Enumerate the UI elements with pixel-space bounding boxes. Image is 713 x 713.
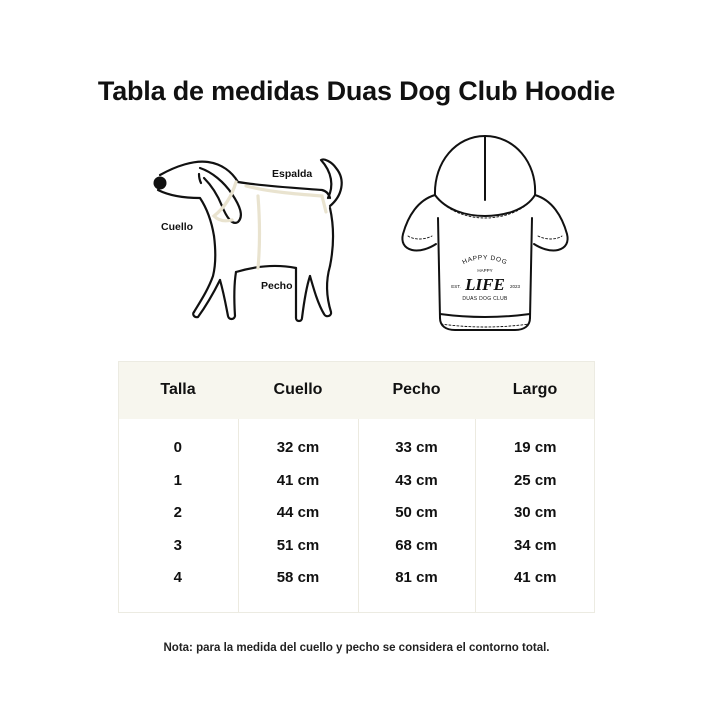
cell-pecho-3: 68 cm [395, 536, 438, 554]
cell-pecho-1: 43 cm [395, 471, 438, 489]
cell-largo-0: 19 cm [513, 439, 557, 456]
hoodie-small-text: HAPPY [477, 268, 493, 273]
label-neck: Cuello [161, 221, 194, 233]
column-pecho [358, 419, 475, 613]
cell-talla-3: 3 [173, 536, 182, 554]
column-cuello [238, 419, 358, 613]
header-talla: Talla [160, 381, 196, 398]
hoodie-right-text: 2023 [509, 284, 521, 289]
cell-talla-1: 1 [173, 471, 182, 489]
cell-pecho-4: 81 cm [395, 569, 438, 586]
table-header-row [118, 361, 595, 419]
cell-talla-4: 4 [173, 569, 182, 586]
cell-cuello-2: 44 cm [276, 504, 320, 521]
cell-talla-0: 0 [173, 439, 182, 456]
hoodie-print [451, 254, 520, 302]
table-body-row [118, 419, 595, 613]
cell-largo-2: 30 cm [513, 504, 557, 521]
label-chest: Pecho [261, 280, 293, 292]
hoodie-bottom-text: DUAS DOG CLUB [462, 296, 508, 302]
header-largo: Largo [512, 381, 558, 398]
column-largo [475, 419, 595, 613]
column-talla [118, 419, 238, 613]
svg-text:HAPPY DOG [461, 254, 508, 266]
cell-cuello-1: 41 cm [276, 471, 320, 489]
cell-cuello-3: 51 cm [276, 536, 320, 554]
cell-largo-4: 41 cm [513, 569, 557, 586]
header-pecho: Pecho [392, 381, 441, 398]
cell-cuello-0: 32 cm [276, 439, 320, 456]
label-back: Espalda [272, 168, 313, 180]
size-table [118, 361, 595, 613]
dog-illustration [158, 159, 342, 321]
page-title: Tabla de medidas Duas Dog Club Hoodie [97, 76, 616, 106]
cell-cuello-4: 58 cm [276, 569, 320, 586]
footnote: Nota: para la medida del cuello y pecho se considera el contorno total. [163, 642, 550, 654]
header-cuello: Cuello [273, 381, 323, 398]
measure-lines [214, 182, 326, 268]
hoodie-arc-text: HAPPY DOG [461, 254, 509, 267]
cell-largo-1: 25 cm [513, 471, 557, 489]
hoodie-big-text: LIFE [465, 275, 505, 294]
dog-nose-icon [154, 177, 167, 190]
hoodie-left-text: EST. [451, 284, 461, 289]
cell-pecho-0: 33 cm [395, 439, 438, 456]
cell-talla-2: 2 [173, 504, 182, 521]
cell-pecho-2: 50 cm [395, 504, 438, 521]
cell-largo-3: 34 cm [513, 536, 557, 554]
